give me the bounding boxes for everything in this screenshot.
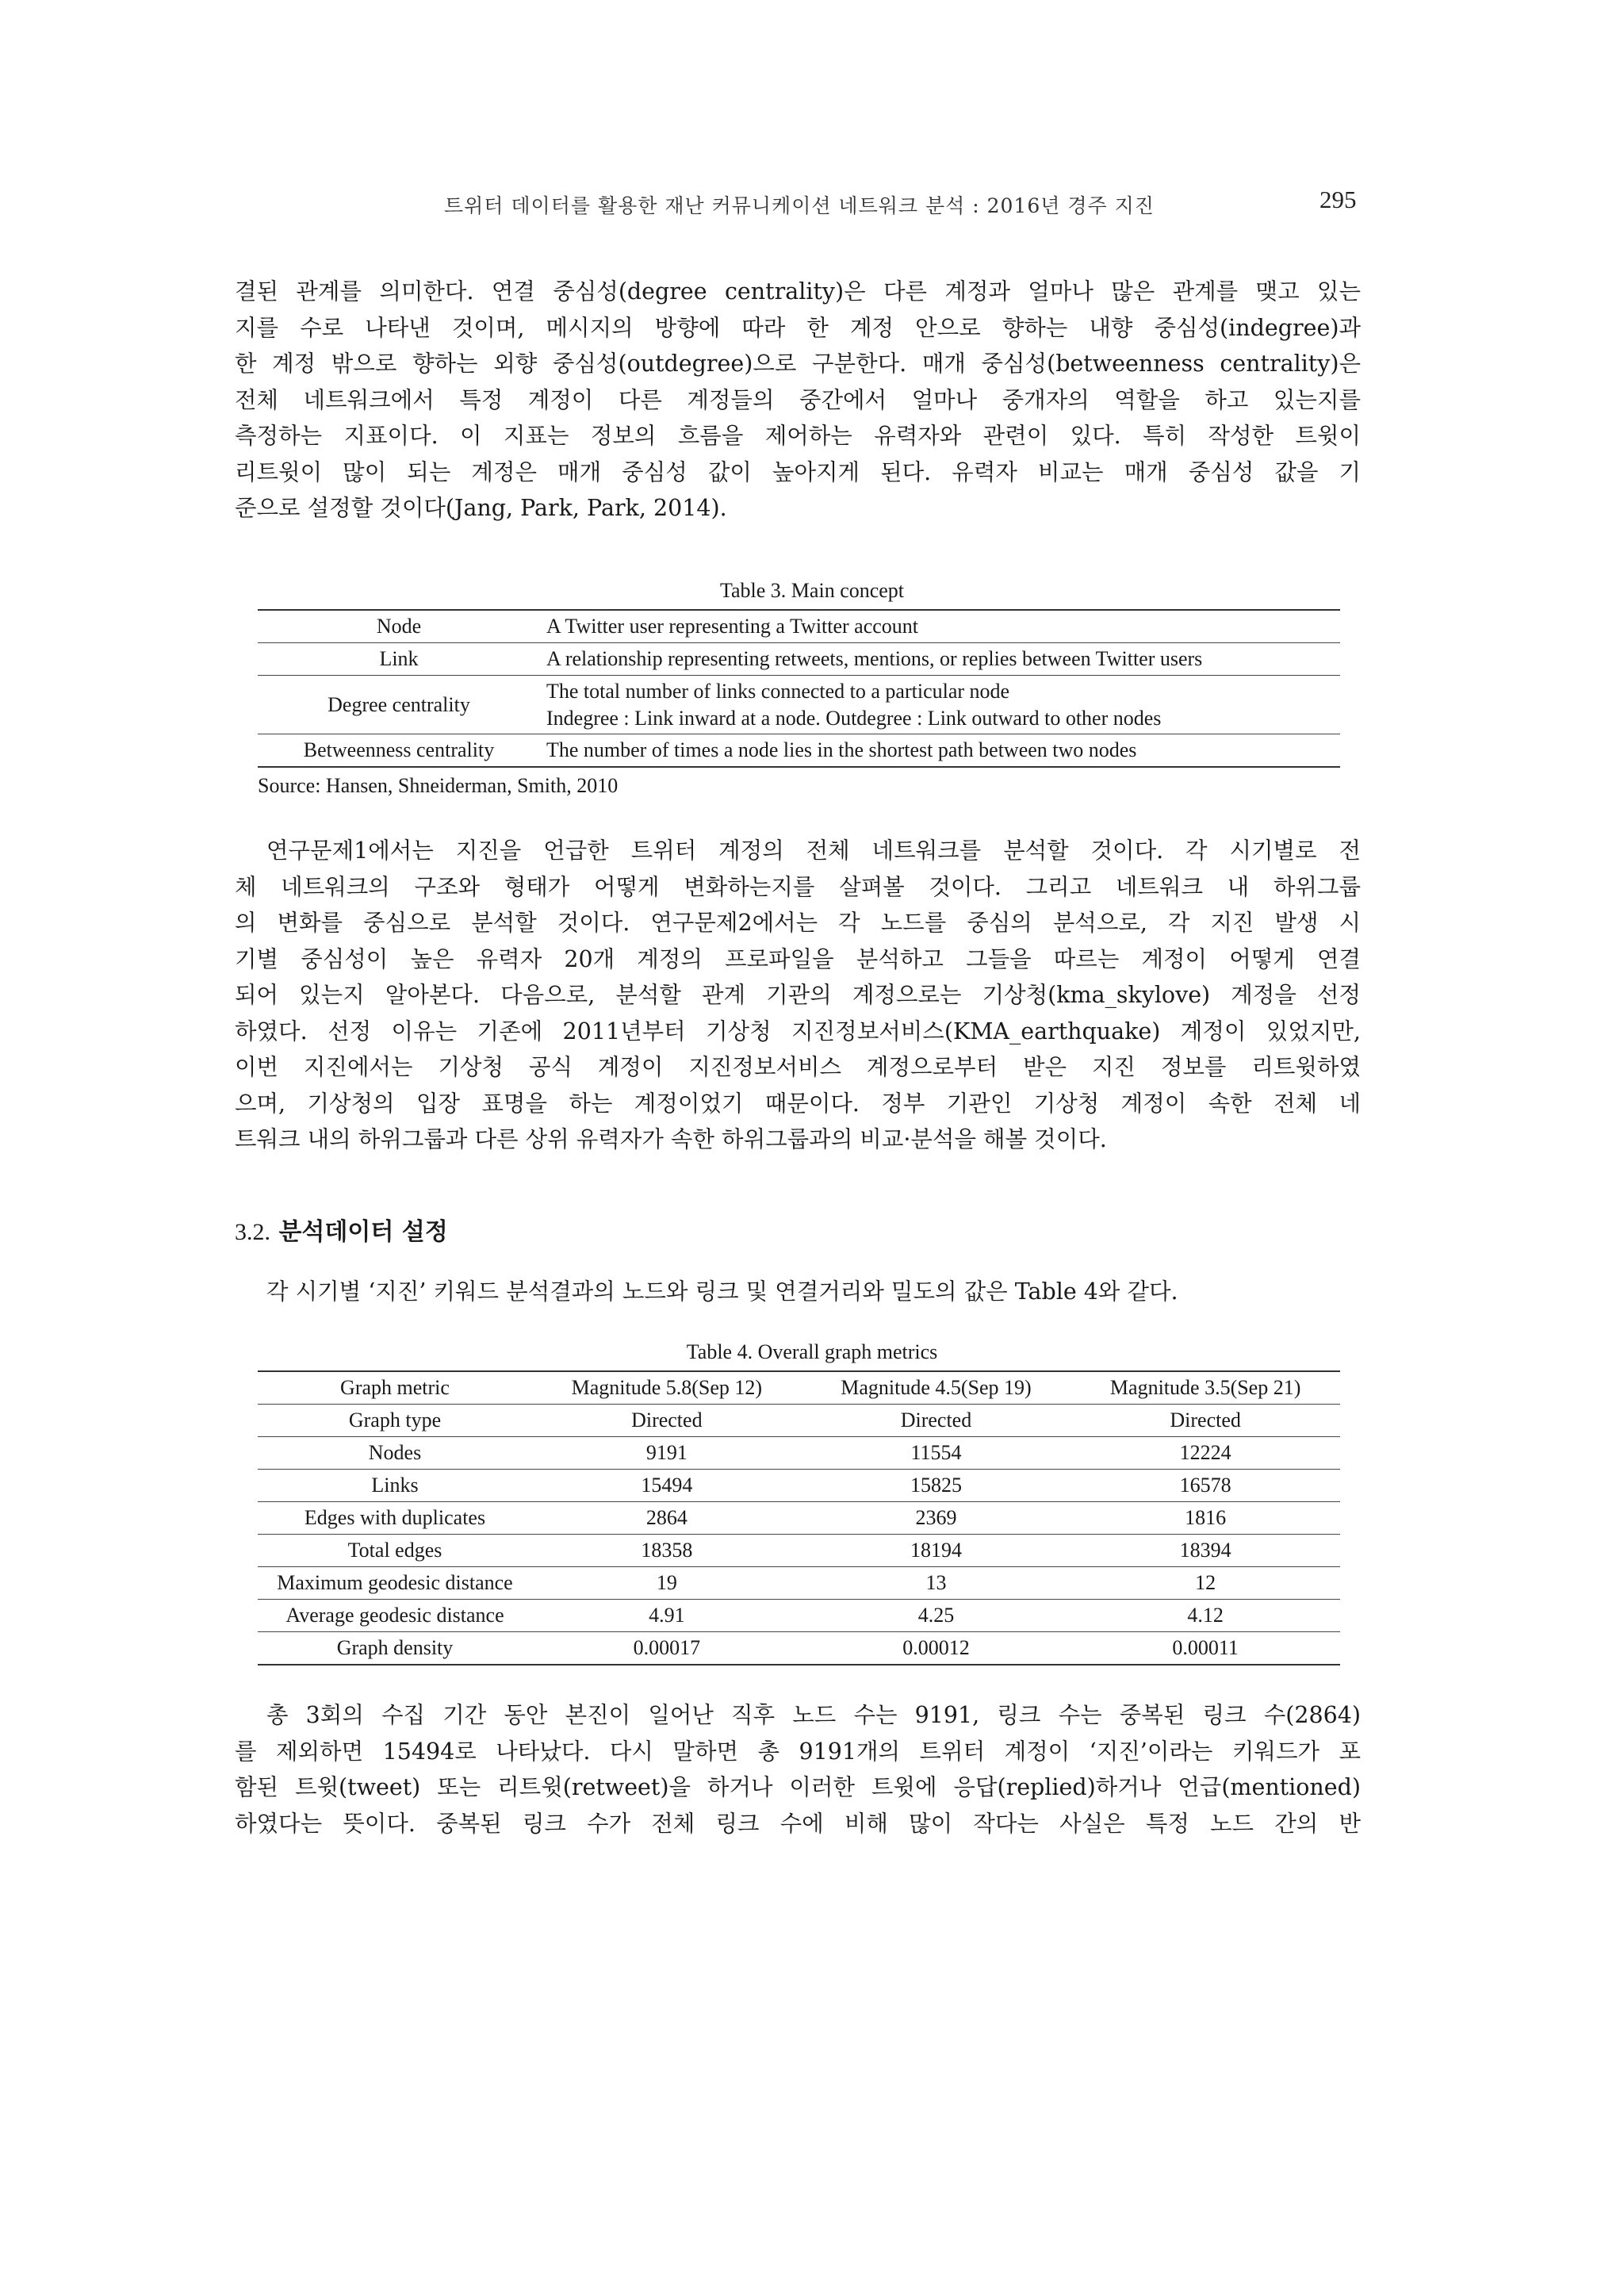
table-row [258, 1600, 1340, 1632]
table-cell-description: A relationship representing retweets, mentions, or replies between Twitter users [546, 647, 1203, 670]
text-line: 하였다. 선정 이유는 기존에 2011년부터 기상청 지진정보서비스(KMA_earthquake) 계정이 있었지만, [235, 1018, 1361, 1045]
table-row [258, 643, 1340, 676]
table-row [258, 1470, 1340, 1502]
table-cell: Average geodesic distance [285, 1604, 504, 1627]
table-cell-description: The number of times a node lies in the shortest path between two nodes [546, 738, 1137, 761]
table-cell: 15494 [641, 1474, 693, 1497]
text-line: 결된 관계를 의미한다. 연결 중심성(degree centrality)은 다른 계정과 얼마나 많은 관계를 맺고 있는 [235, 278, 1361, 305]
text-line: 트워크 내의 하위그룹과 다른 상위 유력자가 속한 하위그룹과의 비교·분석을 해볼 것이다. [235, 1126, 1107, 1152]
table-cell-description [540, 676, 1340, 734]
table-cell: 4.25 [917, 1604, 955, 1627]
paragraph-centrality-definitions [235, 274, 1361, 527]
text-line: 리트윗이 많이 되는 계정은 매개 중심성 값이 높아지게 된다. 유력자 비교는 매개 중심성 값을 기 [235, 458, 1361, 485]
text-line: 하였다는 뜻이다. 중복된 링크 수가 전체 링크 수에 비해 많이 작다는 사실은 특정 노드 간의 반 [235, 1810, 1361, 1837]
table-cell: Graph density [336, 1636, 454, 1659]
table-row [258, 734, 1340, 768]
text-line: 측정하는 지표이다. 이 지표는 정보의 흐름을 제어하는 유력자와 관련이 있다. 특히 작성한 트윗이 [235, 423, 1361, 449]
table-cell-term: Betweenness centrality [303, 738, 495, 761]
table-cell: 1816 [1185, 1506, 1227, 1529]
table-row [258, 610, 1340, 643]
table-cell-term: Link [379, 647, 419, 670]
table-row [258, 1405, 1340, 1437]
table-cell: 18394 [1179, 1539, 1231, 1562]
section-heading [235, 1212, 448, 1247]
table-header-cell: Magnitude 5.8(Sep 12) [571, 1376, 763, 1399]
table-cell: Links [371, 1474, 419, 1497]
table-header-cell: Magnitude 4.5(Sep 19) [841, 1376, 1032, 1399]
table4-caption: Table 4. Overall graph metrics [686, 1340, 938, 1363]
text-line: 체 네트워크의 구조와 형태가 어떻게 변화하는지를 살펴볼 것이다. 그리고 네트워크 내 하위그룹 [235, 873, 1361, 900]
table-row [258, 676, 1340, 734]
text-line: 지를 수로 나타낸 것이며, 메시지의 방향에 따라 한 계정 안으로 향하는 내향 중심성(indegree)과 [235, 314, 1361, 341]
table-row [258, 1535, 1340, 1567]
table-cell: 0.00011 [1172, 1636, 1239, 1659]
table3-caption: Table 3. Main concept [719, 579, 905, 602]
text-line: 연구문제1에서는 지진을 언급한 트위터 계정의 전체 네트워크를 분석할 것이다. 각 시기별로 전 [266, 838, 1361, 864]
description-line: The total number of links connected to a particular node [546, 679, 1010, 703]
text-line: 각 시기별 ‘지진’ 키워드 분석결과의 노드와 링크 및 연결거리와 밀도의 값은 Table 4와 같다. [266, 1278, 1178, 1305]
table-header-cell: Graph metric [340, 1376, 450, 1399]
text-line: 전체 네트워크에서 특정 계정이 다른 계정들의 중간에서 얼마나 중개자의 역할을 하고 있는지를 [235, 386, 1361, 413]
table-cell-term: Node [376, 615, 422, 638]
table-row [258, 1567, 1340, 1600]
table-cell: 19 [656, 1571, 677, 1594]
table-cell-description: A Twitter user representing a Twitter account [546, 615, 919, 638]
table-row [258, 1437, 1340, 1470]
table-cell: 12224 [1179, 1441, 1231, 1464]
table-row [258, 1502, 1340, 1535]
table-cell: 12 [1195, 1571, 1216, 1594]
table-header-cell: Magnitude 3.5(Sep 21) [1109, 1376, 1301, 1399]
paragraph-table4-intro [235, 1274, 1361, 1310]
running-title: 트위터 데이터를 활용한 재난 커뮤니케이션 네트워크 분석 : 2016년 경주 지진 [444, 194, 1155, 217]
table-cell: Directed [631, 1409, 703, 1432]
table-cell: 2864 [645, 1506, 688, 1529]
text-line: 이번 지진에서는 기상청 공식 계정이 지진정보서비스 계정으로부터 받은 지진 정보를 리트윗하였 [235, 1054, 1361, 1080]
table-cell: 18358 [641, 1539, 693, 1562]
table-cell: 0.00017 [633, 1636, 701, 1659]
section-number: 3.2. [235, 1219, 270, 1245]
table-cell-term: Degree centrality [327, 692, 470, 716]
page-number: 295 [1320, 186, 1357, 213]
table-cell: Edges with duplicates [304, 1506, 486, 1529]
table-cell: Nodes [368, 1441, 422, 1464]
text-line: 한 계정 밖으로 향하는 외향 중심성(outdegree)으로 구분한다. 매개 중심성(betweenness centrality)은 [235, 351, 1361, 377]
table-cell: 0.00012 [902, 1636, 970, 1659]
section-title: 분석데이터 설정 [278, 1218, 448, 1246]
table-cell: 4.12 [1187, 1604, 1224, 1627]
table-cell: Total edges [347, 1539, 442, 1562]
table-cell: Graph type [348, 1409, 442, 1432]
paragraph-results [235, 1697, 1361, 1842]
text-line: 으며, 기상청의 입장 표명을 하는 계정이었기 때문이다. 정부 기관인 기상청 계정이 속한 전체 네 [235, 1090, 1361, 1117]
table4-graph-metrics [258, 1370, 1340, 1665]
table-cell: 4.91 [649, 1604, 685, 1627]
text-line: 기별 중심성이 높은 유력자 20개 계정의 프로파일을 분석하고 그들을 따르는 계정이 어떻게 연결 [235, 945, 1361, 972]
table-cell: Directed [1170, 1409, 1241, 1432]
table-cell: 9191 [645, 1441, 688, 1464]
text-line: 함된 트윗(tweet) 또는 리트윗(retweet)을 하거나 이러한 트윗에 응답(replied)하거나 언급(mentioned) [235, 1774, 1361, 1800]
table-header-row [258, 1371, 1340, 1405]
paragraph-research-questions [235, 833, 1361, 1158]
table-cell: 13 [925, 1571, 947, 1594]
text-line: 의 변화를 중심으로 분석할 것이다. 연구문제2에서는 각 노드를 중심의 분석으로, 각 지진 발생 시 [235, 910, 1361, 936]
text-line: 되어 있는지 알아본다. 다음으로, 분석할 관계 기관의 계정으로는 기상청(kma_skylove) 계정을 선정 [235, 982, 1361, 1008]
table-cell: 18194 [910, 1539, 962, 1562]
table3-source: Source: Hansen, Shneiderman, Smith, 2010 [258, 774, 619, 797]
table-cell: 16578 [1179, 1474, 1231, 1497]
text-line: 준으로 설정할 것이다(Jang, Park, Park, 2014). [235, 495, 727, 521]
table-row [258, 1632, 1340, 1665]
table-cell: Directed [900, 1409, 972, 1432]
table-cell: Maximum geodesic distance [277, 1571, 513, 1594]
table-cell: 2369 [915, 1506, 957, 1529]
table-cell: 11554 [910, 1441, 962, 1464]
table3-main-concept [258, 609, 1340, 768]
description-line: Indegree : Link inward at a node. Outdegree : Link outward to other nodes [546, 706, 1162, 730]
table-cell: 15825 [910, 1474, 962, 1497]
text-line: 총 3회의 수집 기간 동안 본진이 일어난 직후 노드 수는 9191, 링크 수는 중복된 링크 수(2864) [266, 1702, 1362, 1728]
text-line: 를 제외하면 15494로 나타났다. 다시 말하면 총 9191개의 트위터 계정이 ‘지진’이라는 키워드가 포 [235, 1738, 1361, 1765]
